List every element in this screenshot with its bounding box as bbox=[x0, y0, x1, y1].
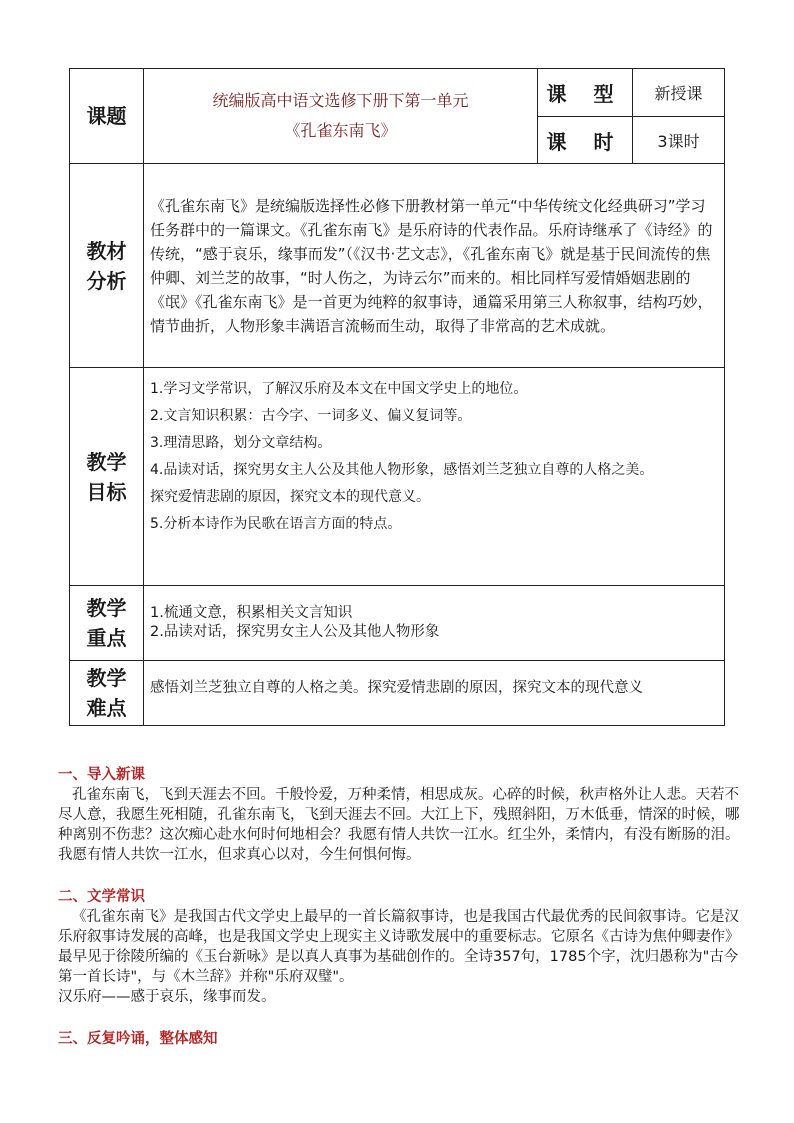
topic-label: 课题 bbox=[70, 69, 144, 164]
lesson-title-line1: 统编版高中语文选修下册下第一单元 bbox=[212, 91, 469, 110]
analysis-text: 《孔雀东南飞》是统编版选择性必修下册教材第一单元“中华传统文化经典研习”学习任务群中的一篇课文。《孔雀东南飞》是乐府诗的代表作品。乐府诗继承了《诗经》的传统，“感于哀乐，缘事而发”（《汉书·艺文志》，《孔雀东南飞》就是基于民间流传的焦仲卿、刘兰芝的故事，“时人伤之，为诗云尔”而来的。相比同样写爱情婚姻悲剧的《氓》《孔雀东南飞》是一首更为纯粹的叙事诗，通篇采用第三人称叙事，结构巧妙，情节曲折，人物形象丰满语言流畅而生动，取得了非常高的艺术成就。 bbox=[144, 164, 725, 368]
goals-label-line1: 教学 bbox=[86, 449, 127, 474]
difficulty-label-line2: 难点 bbox=[86, 696, 127, 720]
analysis-label-line2: 分析 bbox=[86, 268, 127, 293]
lesson-title-line2: 《孔雀东南飞》 bbox=[284, 121, 397, 140]
goals-label bbox=[70, 368, 144, 586]
lesson-type-value: 新授课 bbox=[633, 69, 725, 117]
lesson-sections bbox=[58, 765, 744, 1049]
goals-label-line2: 目标 bbox=[86, 479, 127, 504]
difficulty-label-line1: 教学 bbox=[86, 666, 127, 690]
goal-item: 5.分析本诗作为民歌在语言方面的特点。 bbox=[150, 516, 402, 532]
key-points-label bbox=[70, 586, 144, 661]
analysis-label-line1: 教材 bbox=[86, 238, 127, 263]
key-point-item: 2.品读对话，探究男女主人公及其他人物形象 bbox=[150, 624, 440, 640]
goal-item: 3.理清思路，划分文章结构。 bbox=[150, 435, 332, 451]
key-point-item: 1.梳通文意，积累相关文言知识 bbox=[150, 605, 353, 621]
goal-item: 1.学习文学常识，了解汉乐府及本文在中国文学史上的地位。 bbox=[150, 381, 528, 397]
goal-item: 探究爱情悲剧的原因，探究文本的现代意义。 bbox=[150, 489, 430, 505]
lesson-time-label: 课 时 bbox=[538, 117, 633, 164]
difficulty-text: 感悟刘兰芝独立自尊的人格之美。探究爱情悲剧的原因，探究文本的现代意义 bbox=[144, 661, 725, 726]
goals-list bbox=[144, 368, 725, 586]
lesson-plan-table bbox=[69, 68, 724, 726]
goal-item: 4.品读对话，探究男女主人公及其他人物形象，感悟刘兰芝独立自尊的人格之美。 bbox=[150, 462, 654, 478]
section-title-reading: 三、反复吟诵，整体感知 bbox=[58, 1031, 218, 1047]
section-title-intro: 一、导入新课 bbox=[58, 767, 145, 783]
key-label-line1: 教学 bbox=[86, 596, 127, 620]
lesson-time-value: 3课时 bbox=[633, 117, 725, 164]
section-note-yuefu: 汉乐府——感于哀乐，缘事而发。 bbox=[58, 989, 276, 1005]
key-points bbox=[144, 586, 725, 661]
lesson-title bbox=[144, 69, 538, 164]
section-text-literature: 《孔雀东南飞》是我国古代文学史上最早的一首长篇叙事诗，也是我国古代最优秀的民间叙事诗。它是汉乐府叙事诗发展的高峰，也是我国文学史上现实主义诗歌发展中的重要标志。它原名《古诗为焦仲卿妻作》最早见于徐陵所编的《玉台新咏》是以真人真事为基础创作的。全诗357句，1785个字，沈归愚称为"古今第一首长诗"，与《木兰辞》并称"乐府双璧"。 bbox=[58, 909, 740, 985]
analysis-label bbox=[70, 164, 144, 368]
section-title-literature: 二、文学常识 bbox=[58, 889, 145, 905]
lesson-type-label: 课 型 bbox=[538, 69, 633, 117]
goal-item: 2.文言知识积累：古今字、一词多义、偏义复词等。 bbox=[150, 408, 472, 424]
key-label-line2: 重点 bbox=[86, 626, 127, 650]
section-text-intro: 孔雀东南飞，飞到天涯去不回。千般怜爱，万种柔情，相思成灰。心碎的时候，秋声格外让人悲。天若不尽人意，我愿生死相随，孔雀东南飞，飞到天涯去不回。大江上下，残照斜阳，万木低垂，情深的时候，哪种离别不伤悲？这次痴心赴水何时何地相会？我愿有情人共饮一江水。红尘外，柔情内，有没有断肠的泪。我愿有情人共饮一江水，但求真心以对，今生何惧何悔。 bbox=[58, 787, 740, 863]
difficulty-label bbox=[70, 661, 144, 726]
